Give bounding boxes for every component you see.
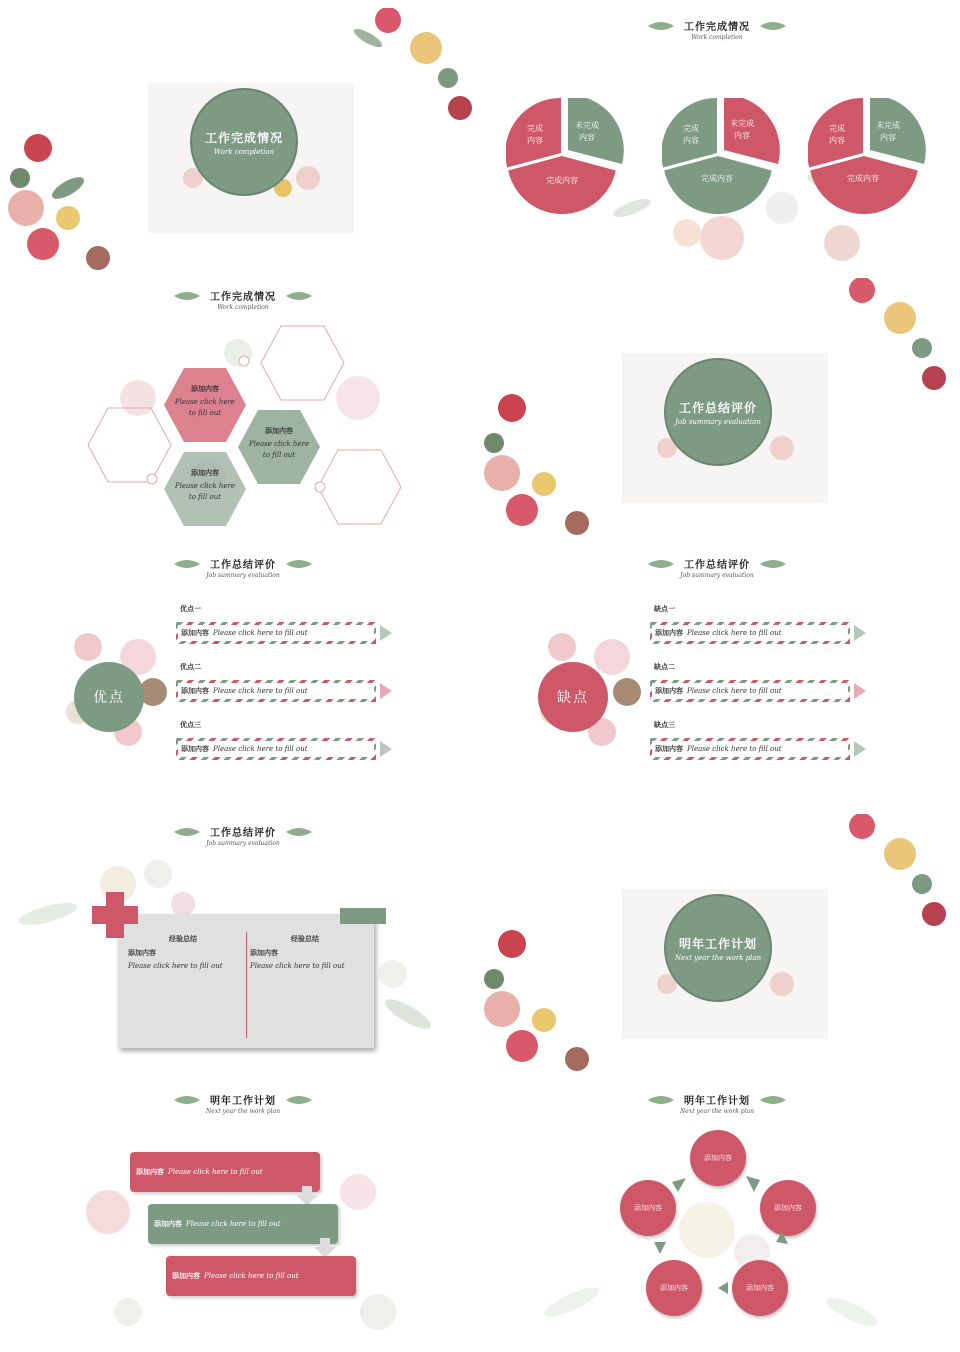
leaf-left-icon: [648, 21, 674, 31]
pie3-uncompleted-label: 未完成 内容: [876, 121, 900, 142]
strength-label-2: 优点二: [180, 663, 201, 671]
strengths-circle: 优点: [74, 662, 144, 732]
weakness-label-1: 缺点一: [654, 605, 675, 613]
leaf-left-icon: [648, 559, 674, 569]
row-text: Please click here to fill out: [213, 745, 308, 753]
cover-circle: [664, 894, 772, 1002]
card-tab-green: [340, 908, 386, 924]
summary-left-body: Please click here to fill out: [128, 962, 223, 970]
bar-title: 添加内容: [154, 1220, 182, 1228]
row-title: 添加内容: [181, 629, 209, 637]
weakness-label-2: 缺点二: [654, 663, 675, 671]
slide-subtitle: Job summary evaluation: [680, 572, 754, 579]
pie3-bottom-label: 完成内容: [847, 174, 879, 183]
pie2-uncompleted-label: 未完成 内容: [730, 119, 754, 140]
row-text: Please click here to fill out: [213, 687, 308, 695]
hex1-text: [170, 384, 240, 419]
slide-9: [8, 1082, 478, 1344]
pie-chart-2: [662, 98, 782, 218]
hex1-body: Please click here to fill out: [174, 398, 236, 417]
row-text: Please click here to fill out: [687, 687, 782, 695]
pie-chart-3: [808, 98, 928, 218]
arrow-down-icon: [296, 1186, 318, 1206]
row-title: 添加内容: [181, 687, 209, 695]
strength-row-3[interactable]: [176, 738, 376, 760]
slide-title: 工作完成情况: [684, 22, 750, 33]
row-arrow-icon: [380, 741, 392, 757]
slide-subtitle: Job summary evaluation: [206, 840, 280, 847]
plan-circle-bottom-left[interactable]: 添加内容: [646, 1260, 702, 1316]
row-arrow-icon: [854, 683, 866, 699]
summary-right-title: 添加内容: [250, 949, 278, 957]
pie2-completed-label: 完成 内容: [683, 124, 699, 145]
slide-title: 工作总结评价: [684, 560, 750, 571]
arrow-down-icon: [314, 1238, 336, 1258]
slide-subtitle: Work completion: [217, 304, 269, 311]
row-text: Please click here to fill out: [687, 629, 782, 637]
cover-circle: [664, 358, 772, 466]
slide-3: [8, 278, 478, 540]
summary-left-title: 添加内容: [128, 949, 156, 957]
pie1-uncompleted-label: 未完成 内容: [575, 121, 599, 142]
cover-subtitle: Work completion: [213, 147, 275, 156]
row-arrow-icon: [854, 741, 866, 757]
weaknesses-circle: 缺点: [538, 662, 608, 732]
bar-text: Please click here to fill out: [168, 1168, 263, 1176]
summary-left: [128, 934, 238, 970]
plan-circle-left[interactable]: 添加内容: [620, 1180, 676, 1236]
pie2-bottom-label: 完成内容: [701, 174, 733, 183]
plan-circle-right[interactable]: 添加内容: [760, 1180, 816, 1236]
hex3-body: Please click here to fill out: [174, 482, 236, 501]
card-divider: [246, 932, 247, 1038]
cover-subtitle: Job summary evaluation: [675, 417, 761, 426]
row-text: Please click here to fill out: [213, 629, 308, 637]
leaf-right-icon: [760, 559, 786, 569]
leaf-right-icon: [760, 21, 786, 31]
slide-subtitle: Next year the work plan: [680, 1108, 754, 1115]
leaf-left-icon: [174, 559, 200, 569]
slide-title: 明年工作计划: [210, 1096, 276, 1107]
plan-bar-3[interactable]: [166, 1256, 356, 1296]
hexagon-diagram: [8, 278, 478, 540]
bar-text: Please click here to fill out: [204, 1272, 299, 1280]
row-arrow-icon: [854, 625, 866, 641]
row-title: 添加内容: [655, 745, 683, 753]
strength-row-2[interactable]: [176, 680, 376, 702]
strength-row-1[interactable]: [176, 622, 376, 644]
bar-title: 添加内容: [136, 1168, 164, 1176]
slide-5: [8, 546, 478, 808]
flower-decoration-icon: [482, 1082, 952, 1344]
plan-circle-bottom-right[interactable]: 添加内容: [732, 1260, 788, 1316]
hex3-title: 添加内容: [191, 469, 219, 477]
slide-title-block: [8, 556, 478, 579]
bar-text: Please click here to fill out: [186, 1220, 281, 1228]
summary-right-heading: 经验总结: [291, 935, 319, 943]
plan-bar-2[interactable]: [148, 1204, 338, 1244]
bar-title: 添加内容: [172, 1272, 200, 1280]
row-title: 添加内容: [181, 745, 209, 753]
row-text: Please click here to fill out: [687, 745, 782, 753]
row-title: 添加内容: [655, 687, 683, 695]
slide-title: 工作总结评价: [210, 828, 276, 839]
hex1-title: 添加内容: [191, 385, 219, 393]
slide-title: 明年工作计划: [684, 1096, 750, 1107]
slide-10: [482, 1082, 952, 1344]
plan-bar-1[interactable]: [130, 1152, 320, 1192]
slide-7: [8, 814, 478, 1076]
cover-circle: [190, 88, 298, 196]
slide-subtitle: Job summary evaluation: [206, 572, 280, 579]
summary-right-body: Please click here to fill out: [250, 962, 345, 970]
leaf-right-icon: [286, 559, 312, 569]
slide-title-block: [482, 18, 952, 41]
hex3-text: [170, 468, 240, 503]
slide-subtitle: Work completion: [691, 34, 743, 41]
pie3-completed-label: 完成 内容: [829, 124, 845, 145]
hex2-title: 添加内容: [265, 427, 293, 435]
slide-title-block: [482, 556, 952, 579]
summary-right: [250, 934, 360, 970]
cover-title: 明年工作计划: [678, 936, 757, 951]
cross-icon: [92, 892, 138, 938]
row-title: 添加内容: [655, 629, 683, 637]
weakness-row-1[interactable]: [650, 622, 850, 644]
cover-title: 工作完成情况: [204, 130, 283, 145]
hex2-body: Please click here to fill out: [248, 440, 310, 459]
strength-label-3: 优点三: [180, 721, 201, 729]
slide-2: [482, 8, 952, 270]
slide-1: [8, 8, 478, 270]
row-arrow-icon: [380, 625, 392, 641]
plan-circle-top[interactable]: 添加内容: [690, 1130, 746, 1186]
slide-6: [482, 546, 952, 808]
hex2-text: [244, 426, 314, 461]
slide-subtitle: Next year the work plan: [206, 1108, 280, 1115]
pie1-completed-label: 完成 内容: [527, 124, 543, 145]
pie1-bottom-label: 完成内容: [546, 176, 578, 185]
slide-title: 工作完成情况: [210, 292, 276, 303]
slide-8: [482, 814, 952, 1076]
cover-subtitle: Next year the work plan: [674, 953, 762, 962]
summary-left-heading: 经验总结: [169, 935, 197, 943]
strength-label-1: 优点一: [180, 605, 201, 613]
slide-4: [482, 278, 952, 540]
weakness-row-2[interactable]: [650, 680, 850, 702]
row-arrow-icon: [380, 683, 392, 699]
cover-title: 工作总结评价: [678, 400, 757, 415]
pie-chart-1: [506, 98, 626, 218]
weakness-row-3[interactable]: [650, 738, 850, 760]
weakness-label-3: 缺点三: [654, 721, 675, 729]
slide-title: 工作总结评价: [210, 560, 276, 571]
